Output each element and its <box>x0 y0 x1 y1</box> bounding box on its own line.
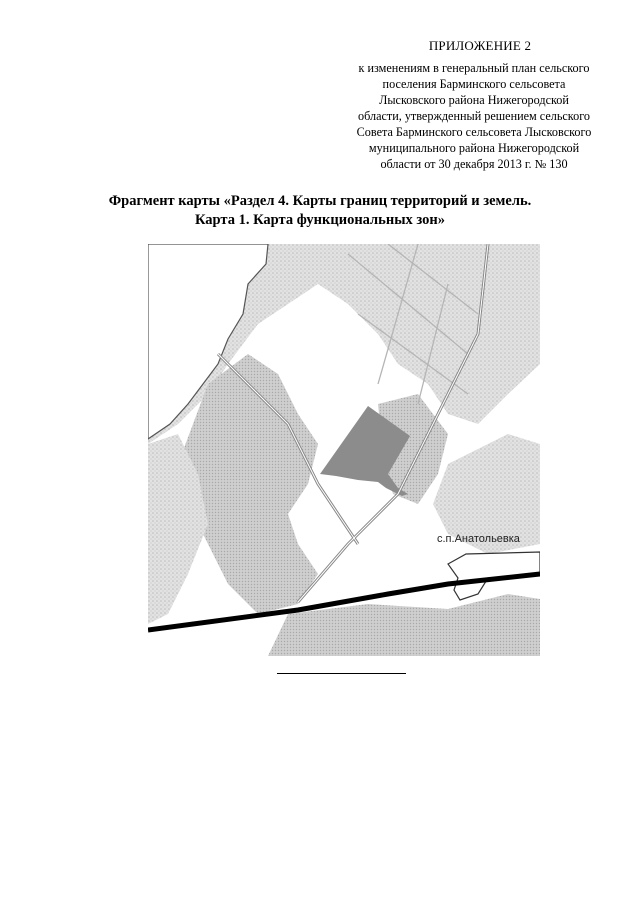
appendix-note-line: поселения Барминского сельсовета <box>382 77 566 91</box>
settlement-label: с.п.Анатольевка <box>437 533 520 545</box>
appendix-note-line: области, утвержденный решением сельского <box>358 109 590 123</box>
appendix-title: ПРИЛОЖЕНИЕ 2 <box>428 38 532 53</box>
appendix-note <box>340 60 608 172</box>
appendix-note-line: области от 30 декабря 2013 г. № 130 <box>380 157 568 171</box>
appendix-note-line: Совета Барминского сельсовета Лысковского <box>356 125 592 139</box>
divider-line <box>277 673 406 674</box>
map-fragment <box>148 244 540 656</box>
document-title-line: Карта 1. Карта функциональных зон» <box>194 212 445 228</box>
appendix-note-line: Лысковского района Нижегородской <box>379 93 569 107</box>
map-image <box>148 244 540 656</box>
document-title <box>60 192 580 230</box>
document-title-line: Фрагмент карты «Раздел 4. Карты границ территорий и земель. <box>108 193 532 209</box>
appendix-note-line: к изменениям в генеральный план сельского <box>358 61 590 75</box>
appendix-note-line: муниципального района Нижегородской <box>368 141 580 155</box>
